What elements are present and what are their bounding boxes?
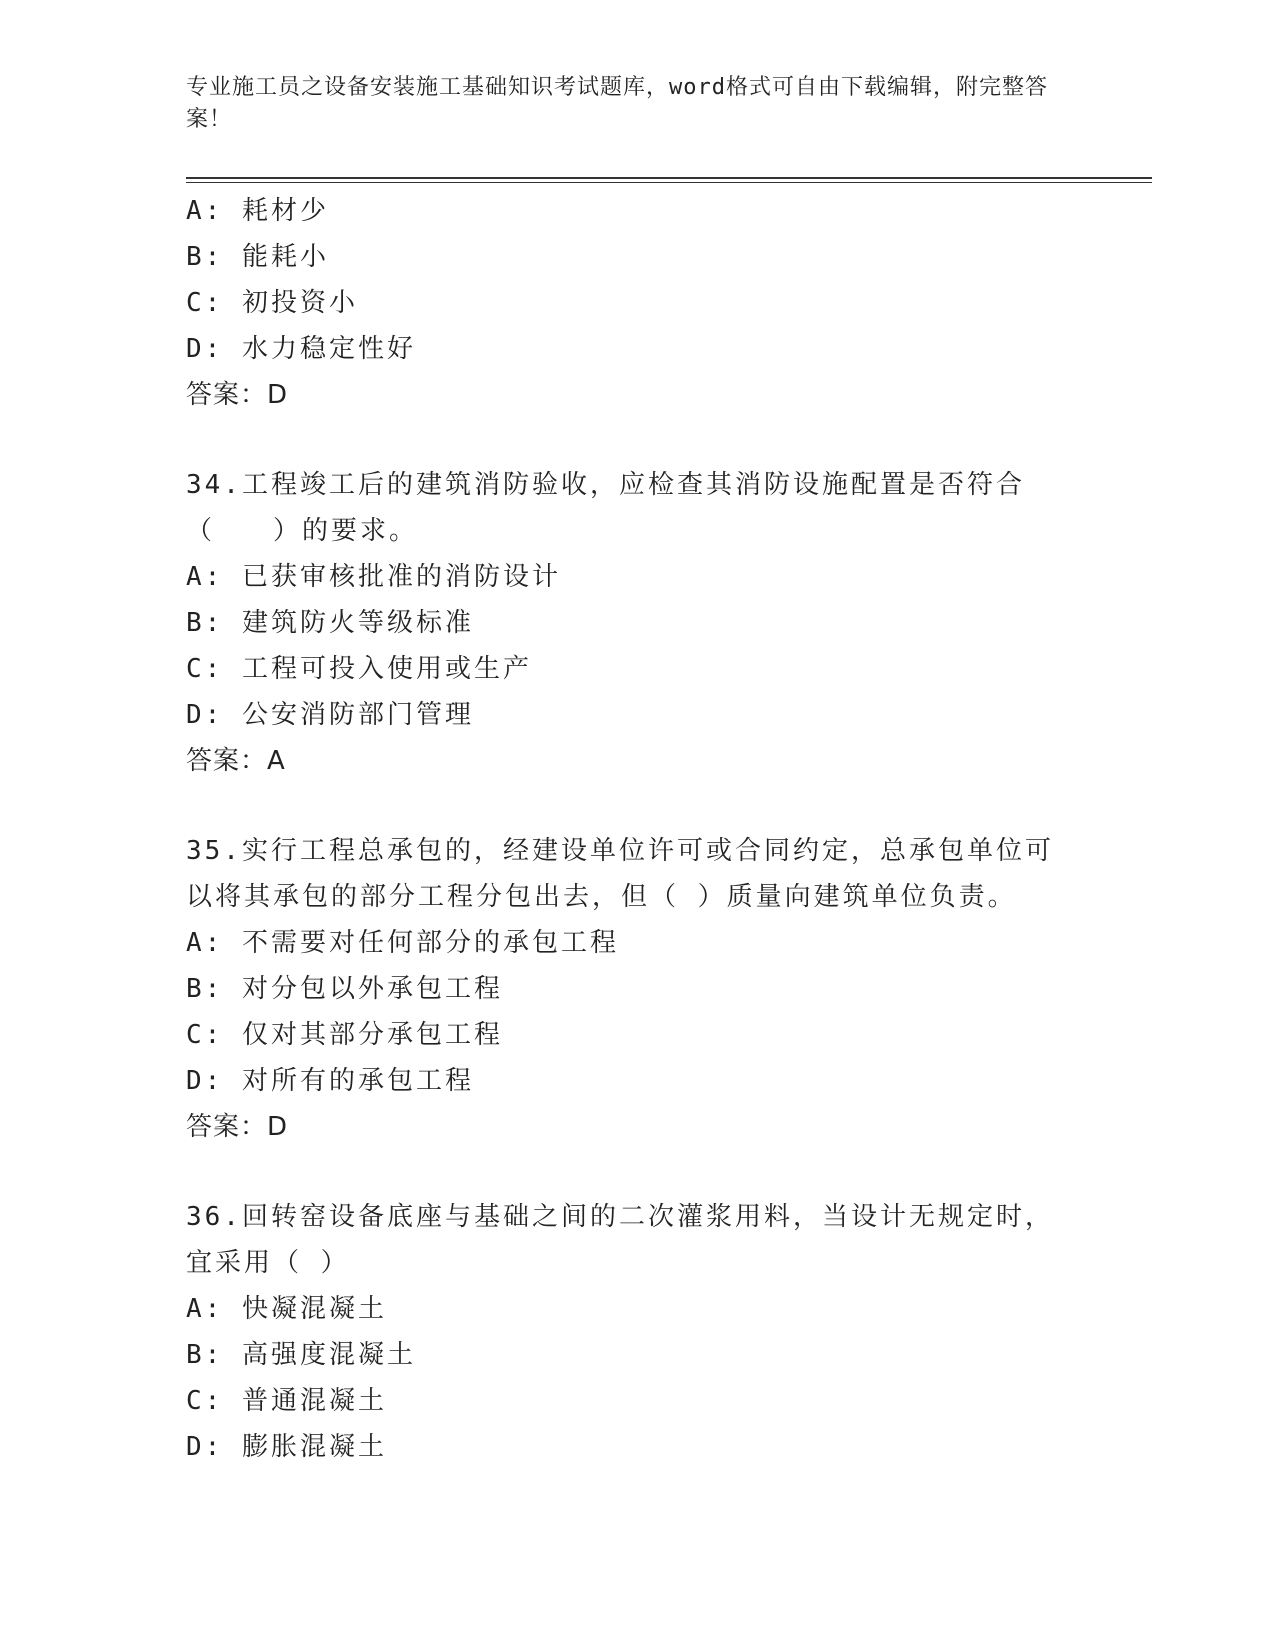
option-b: B: 对分包以外承包工程: [186, 974, 503, 1004]
option-d: D: 膨胀混凝土: [186, 1432, 387, 1462]
option-d: D: 对所有的承包工程: [186, 1066, 474, 1096]
header-rule-thin: [186, 182, 1152, 183]
question-fragment: [186, 188, 1086, 418]
question-stem: 35.实行工程总承包的，经建设单位许可或合同约定，总承包单位可以将其承包的部分工程分包出去，但（ ）质量向建筑单位负责。: [186, 836, 1054, 912]
question-34: [186, 462, 1086, 784]
answer-line: 答案：D: [186, 1112, 289, 1142]
header-rule-thick: [186, 177, 1152, 179]
question-36: [186, 1194, 1086, 1470]
page-header: 专业施工员之设备安装施工基础知识考试题库，word格式可自由下载编辑，附完整答案！: [186, 75, 1048, 132]
option-d: D: 水力稳定性好: [186, 334, 416, 364]
question-list: [186, 188, 1086, 1470]
option-c: C: 仅对其部分承包工程: [186, 1020, 503, 1050]
spacer: [186, 418, 1086, 462]
option-b: B: 建筑防火等级标准: [186, 608, 474, 638]
question-35: [186, 828, 1086, 1150]
option-a: A: 不需要对任何部分的承包工程: [186, 928, 619, 958]
answer-line: 答案：A: [186, 746, 286, 776]
option-c: C: 初投资小: [186, 288, 358, 318]
answer-line: 答案：D: [186, 380, 289, 410]
option-a: A: 已获审核批准的消防设计: [186, 562, 561, 592]
option-b: B: 能耗小: [186, 242, 329, 272]
option-a: A: 耗材少: [186, 196, 329, 226]
option-a: A: 快凝混凝土: [186, 1294, 387, 1324]
question-stem: 34.工程竣工后的建筑消防验收，应检查其消防设施配置是否符合（ ）的要求。: [186, 470, 1025, 546]
spacer: [186, 784, 1086, 828]
spacer: [186, 1150, 1086, 1194]
option-b: B: 高强度混凝土: [186, 1340, 416, 1370]
option-d: D: 公安消防部门管理: [186, 700, 474, 730]
option-c: C: 普通混凝土: [186, 1386, 387, 1416]
question-stem: 36.回转窑设备底座与基础之间的二次灌浆用料，当设计无规定时，宜采用（ ）: [186, 1202, 1054, 1278]
option-c: C: 工程可投入使用或生产: [186, 654, 532, 684]
